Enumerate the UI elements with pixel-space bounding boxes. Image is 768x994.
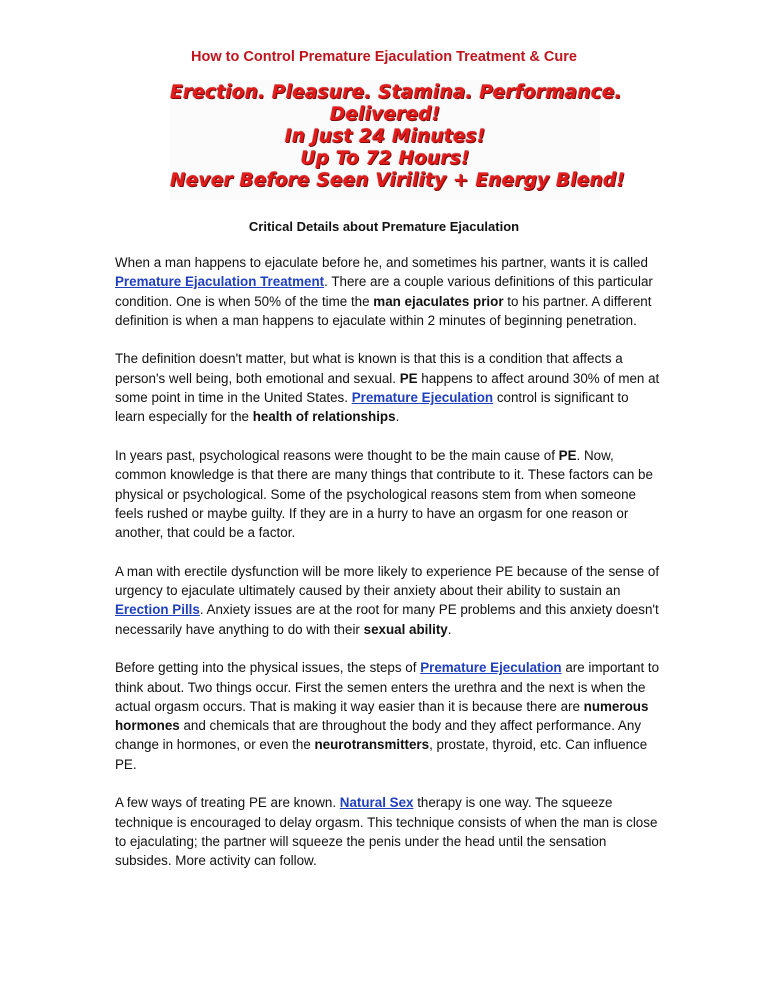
link-erection-pills[interactable]: Erection Pills: [115, 602, 200, 618]
paragraph-6: [115, 793, 660, 870]
text: are important to think about. Two things occur. First the semen enters the urethra and the next is when the actual orgasm occurs. That is making it way easier than it is because there are: [115, 660, 660, 714]
text: .: [395, 409, 400, 425]
bold-text: numerous hormones: [115, 698, 649, 734]
bold-text: man ejaculates prior: [373, 293, 504, 309]
banner-line-3: In Just 24 Minutes!: [284, 126, 486, 147]
banner-line-5: Never Before Seen Virility + Energy Blend!: [170, 170, 625, 191]
text: . Anxiety issues are at the root for many PE problems and this anxiety doesn't necessarily have anything to do with their: [115, 602, 659, 637]
text: .: [447, 621, 452, 637]
link-premature-ejaculation-treatment[interactable]: Premature Ejaculation Treatment: [115, 274, 325, 290]
text: A man with erectile dysfunction will be more likely to experience PE because of the sense of urgency to ejaculate ultimately caused by their anxiety about their ability to sustain an: [115, 563, 660, 599]
banner-line-4: Up To 72 Hours!: [300, 148, 470, 169]
banner-line-1: Erection. Pleasure. Stamina. Performance.: [170, 82, 622, 103]
bold-text: PE: [558, 447, 577, 463]
bold-text: sexual ability: [363, 621, 448, 637]
text: Before getting into the physical issues, the steps of: [115, 660, 421, 676]
text: . There are a couple various definitions of this particular condition. One is when 50% of the time the: [115, 274, 653, 309]
text: The definition doesn't matter, but what is known is that this is a condition that affects a person's well being, both emotional and sexual.: [115, 351, 623, 386]
text: and chemicals that are throughout the body and they affect performance. Any change in hormones, or even the: [115, 718, 642, 753]
link-natural-sex[interactable]: Natural Sex: [339, 795, 414, 811]
paragraph-1: [115, 253, 660, 330]
section-heading: Critical Details about Premature Ejaculation: [248, 219, 520, 234]
document-title: How to Control Premature Ejaculation Treatment & Cure: [191, 49, 577, 65]
promo-banner-image: [170, 80, 625, 200]
text: When a man happens to ejaculate before he, and sometimes his partner, wants it is called: [115, 255, 648, 270]
link-premature-ejeculation-2[interactable]: Premature Ejeculation: [420, 660, 562, 676]
bold-text: PE: [399, 370, 418, 386]
text: control is significant to learn especially for the: [115, 390, 629, 425]
text: A few ways of treating PE are known.: [115, 795, 340, 811]
text: happens to affect around 30% of men at some point in time in the United States.: [115, 370, 660, 406]
text: In years past, psychological reasons were thought to be the main cause of: [115, 447, 559, 463]
text: to his partner. A different definition is when a man happens to ejaculate within 2 minutes of beginning penetration.: [115, 293, 652, 328]
text: therapy is one way. The squeeze technique is encouraged to delay orgasm. This technique consists of when the man is close to ejaculating; the partner will squeeze the penis under the head until the sensation subsides. More activity can follow.: [115, 795, 658, 869]
text: , prostate, thyroid, etc. Can influence PE.: [115, 737, 648, 772]
text: . Now, common knowledge is that there are many things that contribute to it. These factors can be physical or psychological. Some of the psychological reasons stem from when someone feels rushed or maybe guilty. If they are in a hurry to have an orgasm for one reason or another, that could be a factor.: [115, 447, 653, 541]
bold-text: health of relationships: [252, 409, 396, 425]
paragraph-5: [115, 658, 660, 774]
banner-line-2: Delivered!: [329, 104, 441, 125]
paragraph-3: [115, 446, 660, 542]
link-premature-ejeculation[interactable]: Premature Ejeculation: [351, 390, 494, 406]
paragraph-4: [115, 562, 660, 639]
paragraph-2: [115, 349, 660, 426]
bold-text: neurotransmitters: [314, 737, 430, 753]
article-body: [115, 253, 660, 890]
